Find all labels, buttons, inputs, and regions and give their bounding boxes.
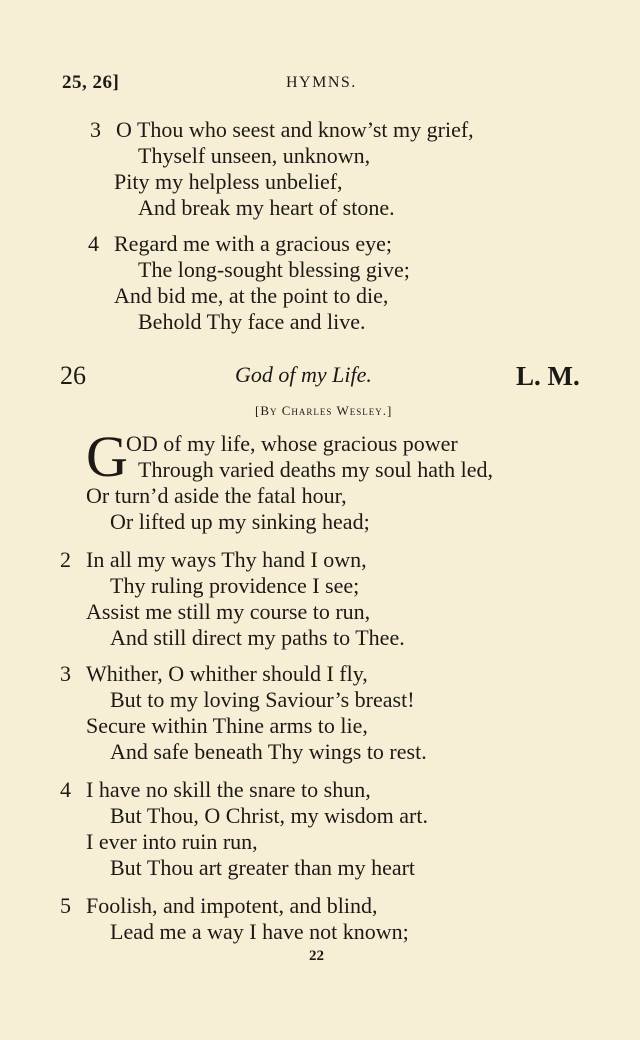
hymn-author: [By Charles Wesley.] (255, 403, 393, 418)
verse-line: Regard me with a gracious eye; (114, 231, 392, 256)
verse-line: I have no skill the snare to shun, (86, 777, 371, 802)
verse-line: Thyself unseen, unknown, (138, 143, 371, 168)
verse-line: Through varied deaths my soul hath led, (138, 457, 493, 482)
verse-line: Thy ruling providence I see; (110, 573, 360, 598)
verse-line: Lead me a way I have not known; (110, 919, 409, 944)
verse-line: But Thou, O Christ, my wisdom art. (110, 803, 428, 828)
verse-line: Pity my helpless unbelief, (114, 169, 343, 194)
verse-line: Whither, O whither should I fly, (86, 661, 368, 686)
verse-line: But Thou art greater than my heart (110, 855, 416, 880)
stanza-number: 2 (60, 547, 71, 572)
stanza-number: 4 (88, 231, 99, 256)
verse-line: I ever into ruin run, (86, 829, 258, 854)
verse-line: OD of my life, whose gracious power (126, 431, 458, 456)
verse-line: And bid me, at the point to die, (114, 283, 389, 308)
verse-line: Or lifted up my sinking head; (110, 509, 370, 534)
hymn-meter: L. M. (516, 361, 580, 391)
verse-line: And safe beneath Thy wings to rest. (110, 739, 427, 764)
stanza-number: 3 (60, 661, 71, 686)
hymn-number: 26 (60, 361, 86, 390)
stanza-number: 4 (60, 777, 71, 802)
verse-line: O Thou who seest and know’st my grief, (116, 117, 474, 142)
verse-line: In all my ways Thy hand I own, (86, 547, 367, 572)
stanza-number: 5 (60, 893, 71, 918)
stanza-number: 3 (90, 117, 101, 142)
verse-line: And break my heart of stone. (138, 195, 395, 220)
verse-line: Secure within Thine arms to lie, (86, 713, 368, 738)
hymn-title: God of my Life. (235, 362, 372, 387)
verse-line: Foolish, and impotent, and blind, (86, 893, 378, 918)
page-number: 22 (309, 948, 324, 964)
verse-line: And still direct my paths to Thee. (110, 625, 405, 650)
verse-line: Assist me still my course to run, (86, 599, 371, 624)
verse-line: But to my loving Saviour’s breast! (110, 687, 415, 712)
page-range: 25, 26] (62, 72, 120, 93)
verse-line: The long-sought blessing give; (138, 257, 410, 282)
verse-line: Or turn’d aside the fatal hour, (86, 483, 347, 508)
verse-line: Behold Thy face and live. (138, 309, 366, 334)
drop-cap: G (86, 424, 128, 489)
running-title: HYMNS. (286, 74, 357, 91)
